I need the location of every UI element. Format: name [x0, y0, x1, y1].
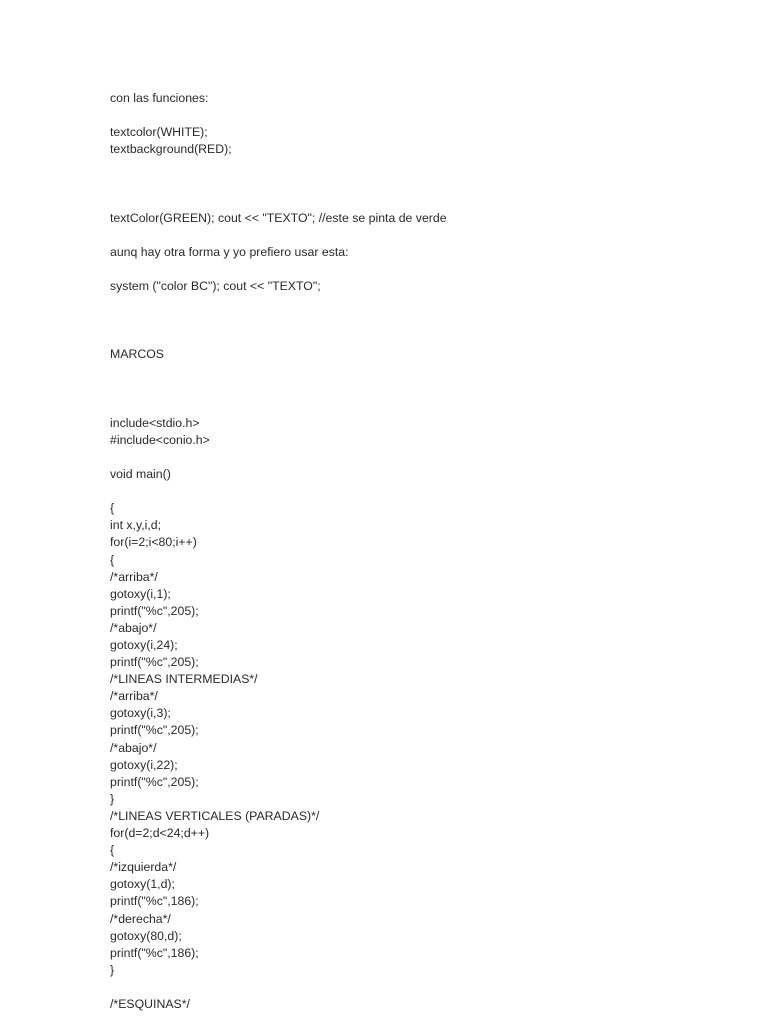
text-line: gotoxy(i,22);	[110, 757, 178, 772]
blank-line	[110, 979, 730, 996]
text-line: {	[110, 843, 115, 858]
text-line: void main()	[110, 467, 171, 482]
blank-line	[110, 175, 730, 192]
text-line: /*LINEAS INTERMEDIAS*/	[110, 672, 258, 687]
text-line: gotoxy(i,3);	[110, 706, 171, 721]
text-line: /*arriba*/	[110, 689, 158, 704]
blank-line	[110, 364, 730, 381]
blank-line	[110, 227, 730, 244]
blank-line	[110, 261, 730, 278]
text-line: printf("%c",186);	[110, 945, 199, 960]
text-line: }	[110, 962, 115, 977]
text-line: {	[110, 552, 115, 567]
text-line: for(i=2;i<80;i++)	[110, 535, 197, 550]
text-line: textbackground(RED);	[110, 142, 232, 157]
text-line: /*arriba*/	[110, 569, 158, 584]
blank-line	[110, 398, 730, 415]
blank-line	[110, 381, 730, 398]
text-line: gotoxy(i,24);	[110, 638, 178, 652]
text-line: gotoxy(80,d);	[110, 928, 182, 943]
text-line: }	[110, 791, 115, 806]
blank-line	[110, 107, 730, 124]
text-line: /*ESQUINAS*/	[110, 996, 190, 1011]
text-line: /*LINEAS VERTICALES (PARADAS)*/	[110, 808, 320, 823]
text-line: MARCOS	[110, 347, 164, 362]
text-line: printf("%c",205);	[110, 774, 199, 789]
blank-line	[110, 158, 730, 175]
blank-line	[110, 329, 730, 346]
blank-line	[110, 483, 730, 500]
blank-line	[110, 193, 730, 210]
text-line: textColor(GREEN); cout << "TEXTO"; //este se pinta de verde	[110, 210, 447, 225]
text-line: aunq hay otra forma y yo prefiero usar esta:	[110, 244, 349, 259]
text-line: /*izquierda*/	[110, 860, 177, 875]
text-line: /*abajo*/	[110, 620, 157, 635]
text-line: textcolor(WHITE);	[110, 125, 208, 140]
text-line: printf("%c",205);	[110, 723, 199, 738]
text-line: int x,y,i,d;	[110, 518, 162, 533]
text-line: for(d=2;d<24;d++)	[110, 826, 210, 841]
text-line: gotoxy(i,1);	[110, 586, 171, 601]
text-line: con las funciones:	[110, 91, 209, 105]
text-line: printf("%c",205);	[110, 655, 199, 670]
document-body	[110, 90, 730, 1013]
blank-line	[110, 295, 730, 312]
text-line: #include<conio.h>	[110, 432, 210, 447]
blank-line	[110, 449, 730, 466]
text-line: /*abajo*/	[110, 740, 157, 755]
text-line: {	[110, 501, 115, 516]
text-line: printf("%c",205);	[110, 603, 199, 618]
text-line: include<stdio.h>	[110, 415, 200, 430]
text-line: /*derecha*/	[110, 911, 171, 926]
text-line: gotoxy(1,d);	[110, 877, 175, 892]
blank-line	[110, 312, 730, 329]
text-line: printf("%c",186);	[110, 894, 199, 909]
text-line: system ("color BC"); cout << "TEXTO";	[110, 279, 321, 294]
